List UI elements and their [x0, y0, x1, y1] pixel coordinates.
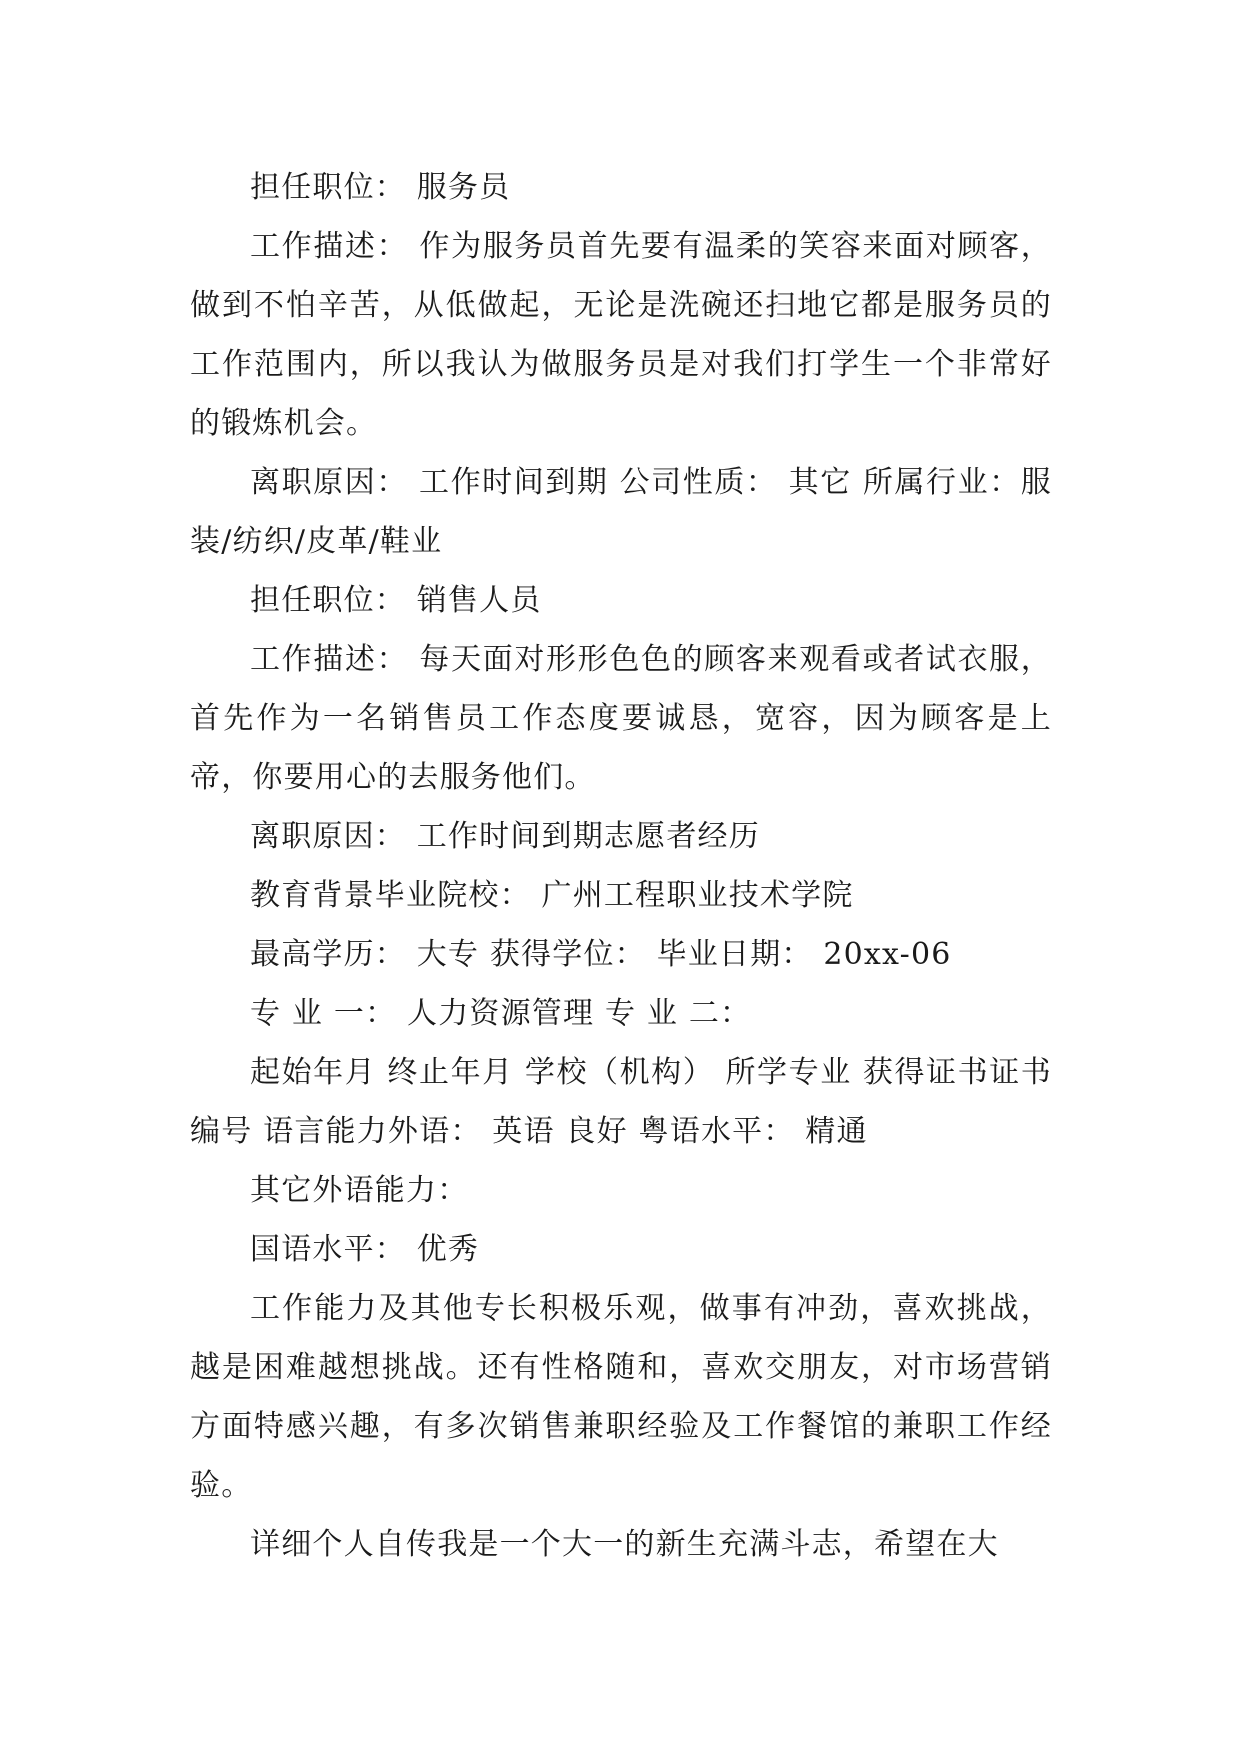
paragraph-mandarin-level: 国语水平： 优秀	[250, 1232, 480, 1267]
paragraph-self-introduction: 详细个人自传我是一个大一的新生充满斗志，希望在大	[250, 1527, 999, 1562]
paragraph-job-description-2: 工作描述： 每天面对形形色色的顾客来观看或者试衣服，首先作为一名销售员工作态度要诚恳，宽容，因为顾客是上帝，你要用心的去服务他们。	[190, 642, 1052, 795]
paragraph-leave-reason-1: 离职原因： 工作时间到期 公司性质： 其它 所属行业：服装/纺织/皮革/鞋业	[190, 465, 1052, 559]
document-body	[190, 158, 1052, 1574]
paragraph-major: 专 业 一： 人力资源管理 专 业 二：	[250, 996, 752, 1031]
paragraph-other-languages: 其它外语能力：	[250, 1173, 469, 1208]
paragraph-languages: 起始年月 终止年月 学校（机构） 所学专业 获得证书证书编号 语言能力外语： 英语 良好 粤语水平： 精通	[190, 1055, 1052, 1149]
paragraph-education-degree: 最高学历： 大专 获得学位： 毕业日期： 20xx-06	[250, 937, 952, 972]
paragraph-position-2: 担任职位： 销售人员	[250, 583, 542, 618]
paragraph-skills: 工作能力及其他专长积极乐观，做事有冲劲，喜欢挑战，越是困难越想挑战。还有性格随和，喜欢交朋友，对市场营销方面特感兴趣，有多次销售兼职经验及工作餐馆的兼职工作经验。	[190, 1291, 1052, 1503]
paragraph-leave-reason-2: 离职原因： 工作时间到期志愿者经历	[250, 819, 760, 854]
paragraph-position-1: 担任职位： 服务员	[250, 170, 511, 205]
paragraph-education-school: 教育背景毕业院校： 广州工程职业技术学院	[250, 878, 854, 913]
paragraph-job-description-1: 工作描述： 作为服务员首先要有温柔的笑容来面对顾客，做到不怕辛苦，从低做起，无论是洗碗还扫地它都是服务员的工作范围内，所以我认为做服务员是对我们打学生一个非常好的锻炼机会。	[190, 229, 1052, 441]
